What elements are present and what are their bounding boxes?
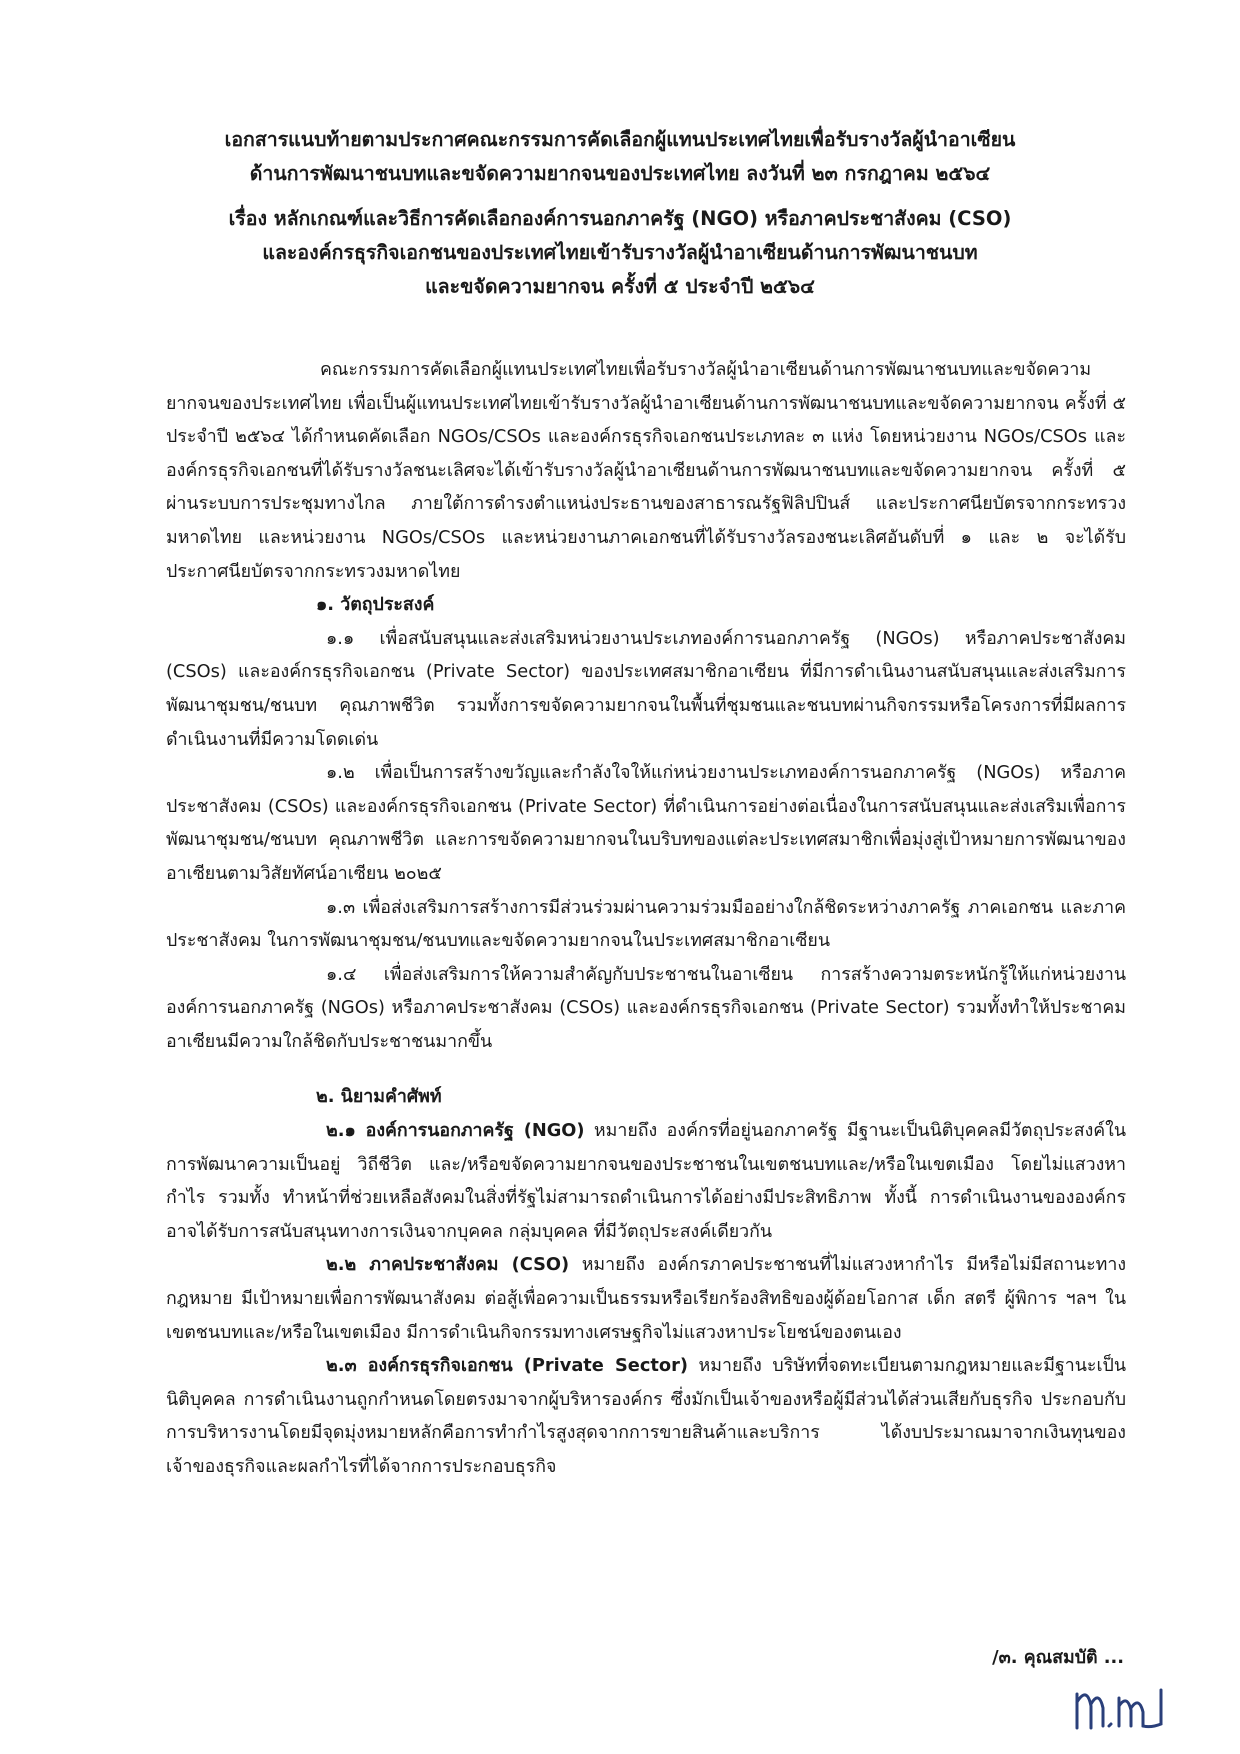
header-line-3: เรื่อง หลักเกณฑ์และวิธีการคัดเลือกองค์การนอกภาครัฐ (NGO) หรือภาคประชาสังคม (CSO) bbox=[228, 207, 1012, 230]
objective-item: ๑.๒ เพื่อเป็นการสร้างขวัญและกำลังใจให้แก่หน่วยงานประเภทองค์การนอกภาครัฐ (NGOs) หรือภาคประชาสังคม (CSOs) และองค์กรธุรกิจเอกชน (Private Sector) ที่ดำเนินการอย่างต่อเนื่องในการสนับสนุนและส่งเสริมเพื่อการพัฒนาชุมชน/ชนบท คุณภาพชีวิต และการขจัดความยากจนในบริบทของแต่ละประเทศสมาชิกเพื่อมุ่งสู่เป้าหมายการพัฒนาของอาเซียนตามวิสัยทัศน์อาเซียน ๒๐๒๕ bbox=[166, 762, 1126, 884]
definition-term: ๒.๑ องค์การนอกภาครัฐ (NGO) bbox=[326, 1120, 585, 1142]
header-line-4: และองค์กรธุรกิจเอกชนของประเทศไทยเข้ารับรางวัลผู้นำอาเซียนด้านการพัฒนาชนบท bbox=[262, 241, 978, 264]
section-1-heading: ๑. วัตถุประสงค์ bbox=[316, 594, 435, 616]
objective-item: ๑.๑ เพื่อสนับสนุนและส่งเสริมหน่วยงานประเภทองค์การนอกภาครัฐ (NGOs) หรือภาคประชาสังคม (CSOs) และองค์กรธุรกิจเอกชน (Private Sector) ของประเทศสมาชิกอาเซียน ที่มีการดำเนินงานสนับสนุนและส่งเสริมการพัฒนาชุมชน/ชนบท คุณภาพชีวิต รวมทั้งการขจัดความยากจนในพื้นที่ชุมชนและชนบทผ่านกิจกรรมหรือโครงการที่มีผลการดำเนินงานที่มีความโดดเด่น bbox=[166, 627, 1126, 750]
section-spacer bbox=[166, 1058, 1126, 1080]
definition-term: ๒.๒ ภาคประชาสังคม (CSO) bbox=[326, 1254, 570, 1276]
attachment-header bbox=[130, 123, 1110, 191]
signature-mark bbox=[1073, 1676, 1168, 1736]
definition-item bbox=[166, 1114, 1126, 1248]
objective-item: ๑.๓ เพื่อส่งเสริมการสร้างการมีส่วนร่วมผ่านความร่วมมืออย่างใกล้ชิดระหว่างภาครัฐ ภาคเอกชน และภาคประชาสังคม ในการพัฒนาชุมชน/ชนบทและขจัดความยากจนในประเทศสมาชิกอาเซียน bbox=[166, 896, 1126, 952]
header-line-5: และขจัดความยากจน ครั้งที่ ๕ ประจำปี ๒๕๖๔ bbox=[425, 275, 815, 298]
definition-text: หมายถึง องค์กรภาคประชาชนที่ไม่แสวงหากำไร มีหรือไม่มีสถานะทางกฎหมาย มีเป้าหมายเพื่อการพัฒนาสังคม ต่อสู้เพื่อความเป็นธรรมหรือเรียกร้องสิทธิของผู้ด้อยโอกาส เด็ก สตรี ผู้พิการ ฯลฯ ในเขตชนบทและ/หรือในเขตเมือง มีการดำเนินกิจกรรมทางเศรษฐกิจไม่แสวงหาประโยชน์ของตนเอง bbox=[166, 1254, 1127, 1343]
document-body bbox=[166, 353, 1126, 1484]
subject-header bbox=[130, 202, 1110, 304]
intro-paragraph: คณะกรรมการคัดเลือกผู้แทนประเทศไทยเพื่อรับรางวัลผู้นำอาเซียนด้านการพัฒนาชนบทและขจัดความยากจนของประเทศไทย เพื่อเป็นผู้แทนประเทศไทยเข้ารับรางวัลผู้นำอาเซียนด้านการพัฒนาชนบทและขจัดความยากจน ครั้งที่ ๕ ประจำปี ๒๕๖๔ ได้กำหนดคัดเลือก NGOs/CSOs และองค์กรธุรกิจเอกชนประเภทละ ๓ แห่ง โดยหน่วยงาน NGOs/CSOs และองค์กรธุรกิจเอกชนที่ได้รับรางวัลชนะเลิศจะได้เข้ารับรางวัลผู้นำอาเซียนด้านการพัฒนาชนบทและขจัดความยากจน ครั้งที่ ๕ ผ่านระบบการประชุมทางไกล ภายใต้การดำรงตำแหน่งประธานของสาธารณรัฐฟิลิปปินส์ และประกาศนียบัตรจากกระทรวงมหาดไทย และหน่วยงาน NGOs/CSOs และหน่วยงานภาคเอกชนที่ได้รับรางวัลรองชนะเลิศอันดับที่ ๑ และ ๒ จะได้รับประกาศนียบัตรจากกระทรวงมหาดไทย bbox=[166, 359, 1126, 582]
definition-term: ๒.๓ องค์กรธุรกิจเอกชน (Private Sector) bbox=[326, 1355, 688, 1377]
definition-item bbox=[166, 1248, 1126, 1349]
definition-item bbox=[166, 1349, 1126, 1483]
section-2-heading: ๒. นิยามคำศัพท์ bbox=[316, 1086, 442, 1108]
continuation-note: /๓. คุณสมบัติ ... bbox=[992, 1647, 1124, 1668]
header-line-1: เอกสารแนบท้ายตามประกาศคณะกรรมการคัดเลือกผู้แทนประเทศไทยเพื่อรับรางวัลผู้นำอาเซียน bbox=[224, 128, 1016, 151]
objective-item: ๑.๔ เพื่อส่งเสริมการให้ความสำคัญกับประชาชนในอาเซียน การสร้างความตระหนักรู้ให้แก่หน่วยงานองค์การนอกภาครัฐ (NGOs) หรือภาคประชาสังคม (CSOs) และองค์กรธุรกิจเอกชน (Private Sector) รวมทั้งทำให้ประชาคมอาเซียนมีความใกล้ชิดกับประชาชนมากขึ้น bbox=[166, 963, 1126, 1052]
definition-text: หมายถึง องค์กรที่อยู่นอกภาครัฐ มีฐานะเป็นนิติบุคคลมีวัตถุประสงค์ในการพัฒนาความเป็นอยู่ วิถีชีวิต และ/หรือขจัดความยากจนของประชาชนในเขตชนบทและ/หรือในเขตเมือง โดยไม่แสวงหากำไร รวมทั้ง ทำหน้าที่ช่วยเหลือสังคมในสิ่งที่รัฐไม่สามารถดำเนินการได้อย่างมีประสิทธิภาพ ทั้งนี้ การดำเนินงานขององค์กรอาจได้รับการสนับสนุนทางการเงินจากบุคคล กลุ่มบุคคล ที่มีวัตถุประสงค์เดียวกัน bbox=[166, 1120, 1126, 1242]
header-line-2: ด้านการพัฒนาชนบทและขจัดความยากจนของประเทศไทย ลงวันที่ ๒๓ กรกฎาคม ๒๕๖๔ bbox=[249, 162, 991, 185]
definition-text: หมายถึง บริษัทที่จดทะเบียนตามกฎหมายและมีฐานะเป็นนิติบุคคล การดำเนินงานถูกกำหนดโดยตรงมาจากผู้บริหารองค์กร ซึ่งมักเป็นเจ้าของหรือผู้มีส่วนได้ส่วนเสียกับธุรกิจ ประกอบกับการบริหารงานโดยมีจุดมุ่งหมายหลักคือการทำกำไรสูงสุดจากการขายสินค้าและบริการ ได้งบประมาณมาจากเงินทุนของเจ้าของธุรกิจและผลกำไรที่ได้จากการประกอบธุรกิจ bbox=[166, 1355, 1126, 1477]
